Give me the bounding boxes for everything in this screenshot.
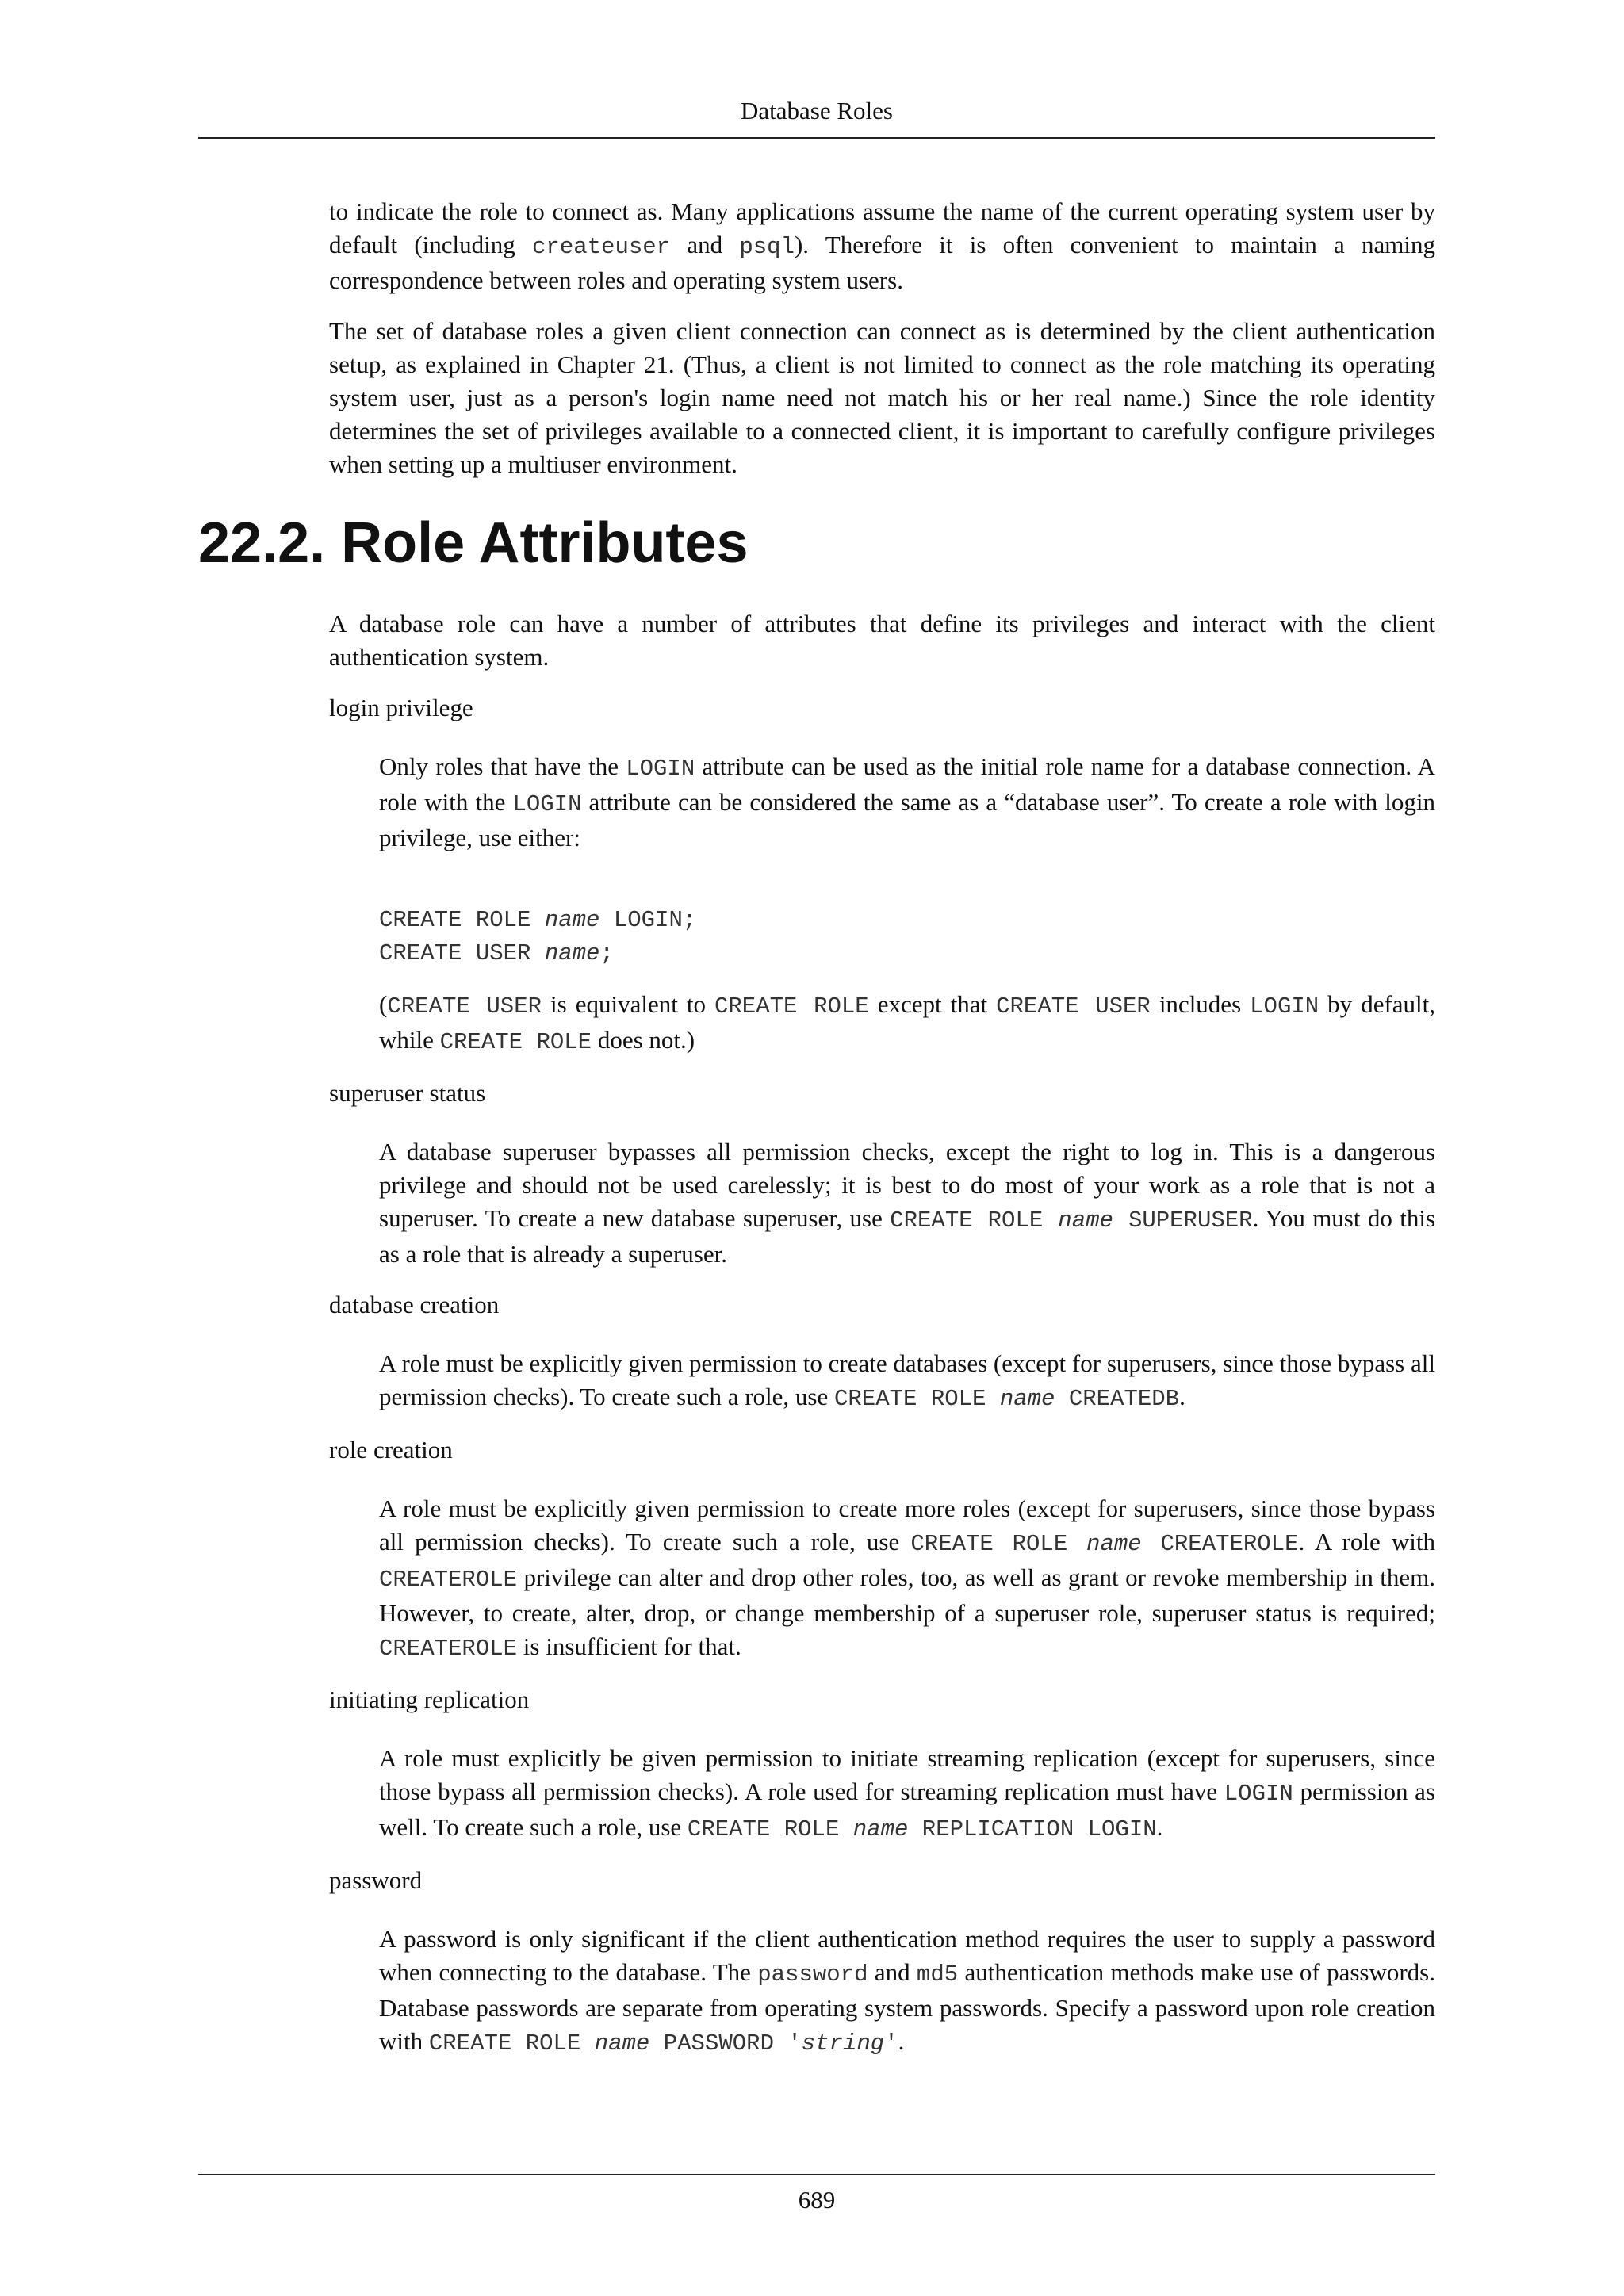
code-text: CREATE ROLE — [379, 907, 545, 933]
text-run: . — [1179, 1383, 1185, 1410]
role-attributes-list — [329, 607, 1435, 2061]
code-placeholder: name — [999, 1386, 1055, 1412]
inline-code — [910, 1531, 1298, 1557]
code-placeholder: name — [544, 940, 600, 966]
login-note — [379, 988, 1435, 1059]
footer-rule — [198, 2174, 1435, 2175]
code-text: ' — [884, 2030, 898, 2057]
code-placeholder: name — [1086, 1531, 1142, 1557]
text-run: except that — [868, 990, 997, 1018]
inline-code: LOGIN — [512, 791, 582, 817]
code-placeholder: string — [801, 2030, 885, 2057]
page-number: 689 — [798, 2186, 836, 2214]
term-password: password — [329, 1866, 423, 1894]
text-run: . — [1156, 1813, 1163, 1841]
code-text: CREATE ROLE — [910, 1531, 1087, 1557]
text-run: to indicate the role to connect as. Many applications assume the name of the current operating system user by default (including — [329, 197, 1435, 258]
text-run: by default, while — [379, 990, 1436, 1054]
desc-password — [379, 1923, 1435, 2061]
code-text: CREATE USER — [379, 940, 545, 966]
intro-paragraph-1 — [329, 195, 1435, 297]
text-run: and — [868, 1958, 917, 1986]
rolecreate-paragraph — [379, 1492, 1435, 1666]
intro-paragraph-2: The set of database roles a given client connection can connect as is determined by the client authentication setup, as explained in Chapter 21. (Thus, a client is not limited to connect as the role matching its operating system user, just as a person's login name need not match his or her real name.) Since the role identity determines the set of privileges available to a connected client, it is important to carefully configure privileges when setting up a multiuser environment. — [329, 317, 1435, 478]
text-run: ). Therefore it is often convenient to maintain a naming correspondence between roles and operating system users. — [329, 231, 1435, 294]
header-rule — [198, 137, 1435, 139]
code-placeholder: name — [1058, 1207, 1113, 1234]
intro-text — [329, 195, 1435, 481]
inline-code — [688, 1816, 1157, 1843]
code-placeholder: name — [544, 907, 600, 933]
text-run: permission as well. To create such a role, use — [379, 1777, 1435, 1841]
term-superuser-status: superuser status — [329, 1079, 486, 1107]
section-lead: A database role can have a number of attributes that define its privileges and interact with the client authentication system. — [329, 610, 1435, 671]
inline-code — [834, 1386, 1179, 1412]
desc-role-creation — [379, 1492, 1435, 1666]
code-text: PASSWORD ' — [649, 2030, 802, 2057]
text-run: authentication methods make use of passwords. Database passwords are separate from operating system passwords. Specify a password upon role creation with — [379, 1958, 1435, 2055]
term-initiating-replication: initiating replication — [329, 1686, 530, 1713]
inline-code: LOGIN — [1250, 993, 1320, 1020]
login-paragraph — [379, 750, 1435, 855]
text-run: attribute can be used as the initial role name for a database connection. A role with the — [379, 752, 1435, 816]
text-run: . You must do this as a role that is already a superuser. — [379, 1204, 1436, 1268]
inline-code: createuser — [532, 234, 671, 260]
superuser-paragraph — [379, 1135, 1435, 1271]
text-run: does not.) — [592, 1026, 695, 1054]
term-login-privilege: login privilege — [329, 694, 473, 721]
code-listing — [379, 904, 1435, 970]
inline-code: md5 — [916, 1961, 959, 1988]
inline-code: password — [757, 1961, 868, 1988]
text-run: . A role with — [1298, 1528, 1436, 1556]
code-text: CREATE ROLE — [834, 1386, 1000, 1412]
desc-initiating-replication — [379, 1742, 1435, 1846]
desc-database-creation — [379, 1347, 1435, 1416]
text-run: attribute can be considered the same as a “database user”. To create a role with login privilege, use either: — [379, 788, 1435, 851]
dbcreate-paragraph — [379, 1347, 1435, 1416]
code-text: CREATE ROLE — [890, 1207, 1059, 1234]
code-placeholder: name — [594, 2030, 650, 2057]
inline-code — [429, 2030, 898, 2057]
code-text: LOGIN; — [599, 907, 697, 933]
inline-code: psql — [739, 234, 795, 260]
text-run: Only roles that have the — [379, 752, 626, 780]
inline-code: CREATE USER — [996, 993, 1151, 1020]
inline-code: CREATE ROLE — [439, 1029, 592, 1055]
inline-code: LOGIN — [626, 756, 695, 782]
code-text: CREATEDB — [1055, 1386, 1180, 1412]
text-run: privilege can alter and drop other roles, too, as well as grant or revoke membership in them. However, to create, alter, drop, or change membership of a superuser role, superuser status is required; — [379, 1563, 1435, 1627]
text-run: A database superuser bypasses all permission checks, except the right to log in. This is a dangerous privilege and should not be used carelessly; it is best to do most of your work as a role that is not a superuser. To create a new database superuser, use — [379, 1138, 1435, 1232]
desc-superuser-status — [379, 1135, 1435, 1271]
replication-paragraph — [379, 1742, 1435, 1846]
text-run: is equivalent to — [542, 990, 714, 1018]
text-run: A role must be explicitly given permission to create databases (except for superusers, since those bypass all permission checks). To create such a role, use — [379, 1349, 1435, 1410]
text-run: ( — [379, 990, 388, 1018]
inline-code: CREATE USER — [387, 993, 542, 1020]
code-text: ; — [599, 940, 614, 966]
running-header: Database Roles — [741, 97, 893, 124]
inline-code: CREATEROLE — [379, 1636, 518, 1662]
text-run: is insufficient for that. — [517, 1632, 741, 1660]
code-text: CREATEROLE — [1141, 1531, 1299, 1557]
text-run: and — [670, 231, 740, 258]
text-run: . — [898, 2027, 905, 2055]
desc-login-privilege — [379, 750, 1435, 1059]
term-database-creation: database creation — [329, 1291, 500, 1318]
text-run: A password is only significant if the client authentication method requires the user to supply a password when connecting to the database. The — [379, 1925, 1435, 1986]
inline-code: CREATE ROLE — [714, 993, 869, 1020]
inline-code: LOGIN — [1224, 1781, 1293, 1807]
code-text: REPLICATION LOGIN — [908, 1816, 1157, 1843]
code-text: CREATE ROLE — [687, 1816, 853, 1843]
text-run: A role must explicitly be given permission to initiate streaming replication (except for superusers, since those bypass all permission checks). A role used for streaming replication must have — [379, 1744, 1435, 1805]
inline-code: CREATEROLE — [379, 1567, 518, 1593]
password-paragraph — [379, 1923, 1435, 2061]
code-text: CREATE ROLE — [428, 2030, 595, 2057]
text-run: A role must be explicitly given permission to create more roles (except for superusers, since those bypass all permission checks). To create such a role, use — [379, 1494, 1435, 1556]
term-role-creation: role creation — [329, 1436, 453, 1464]
code-text: SUPERUSER — [1113, 1207, 1253, 1234]
inline-code — [890, 1207, 1252, 1234]
text-run: includes — [1150, 990, 1251, 1018]
code-placeholder: name — [852, 1816, 909, 1843]
section-title: 22.2. Role Attributes — [198, 511, 749, 575]
